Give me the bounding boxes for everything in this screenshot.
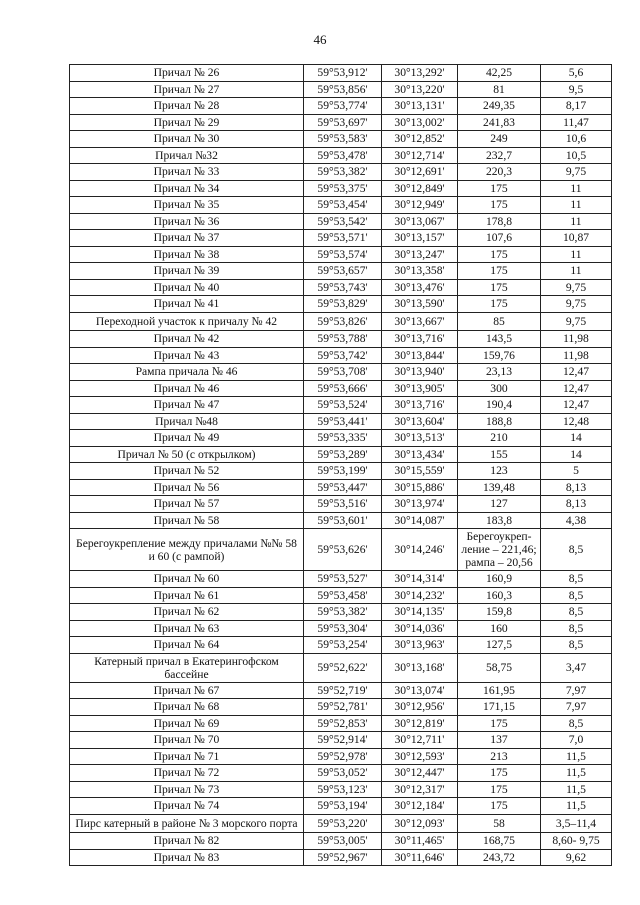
berth-name-cell: Причал № 50 (с открылком) [70,446,304,463]
length-cell: 143,5 [458,331,541,348]
table-row [70,397,612,414]
longitude-cell: 30°12,184' [382,798,458,815]
depth-cell: 11,5 [541,781,612,798]
longitude-cell: 30°13,940' [382,364,458,381]
length-cell: 210 [458,430,541,447]
length-cell: 175 [458,781,541,798]
latitude-cell: 59°53,375' [304,180,382,197]
longitude-cell: 30°13,667' [382,312,458,331]
latitude-cell: 59°53,574' [304,246,382,263]
berth-name-cell: Причал № 34 [70,180,304,197]
table-row [70,81,612,98]
depth-cell: 11,5 [541,765,612,782]
berth-name-cell: Причал № 40 [70,279,304,296]
table-row [70,620,612,637]
latitude-cell: 59°53,478' [304,147,382,164]
longitude-cell: 30°13,247' [382,246,458,263]
depth-cell: 12,47 [541,364,612,381]
table-row [70,413,612,430]
length-cell: 85 [458,312,541,331]
table-row [70,496,612,513]
table-row [70,814,612,833]
latitude-cell: 59°53,697' [304,114,382,131]
latitude-cell: 59°53,788' [304,331,382,348]
berth-name-cell: Причал № 37 [70,230,304,247]
length-cell: 232,7 [458,147,541,164]
depth-cell: 12,47 [541,380,612,397]
longitude-cell: 30°12,819' [382,715,458,732]
berth-name-cell: Причал № 60 [70,571,304,588]
longitude-cell: 30°13,716' [382,397,458,414]
longitude-cell: 30°12,949' [382,197,458,214]
longitude-cell: 30°13,905' [382,380,458,397]
table-row [70,180,612,197]
berth-name-cell: Причал № 42 [70,331,304,348]
latitude-cell: 59°53,856' [304,81,382,98]
berth-name-cell: Причал № 26 [70,65,304,82]
depth-cell: 8,17 [541,98,612,115]
depth-cell: 12,48 [541,413,612,430]
berths-table [69,64,612,866]
table-row [70,587,612,604]
berth-name-cell: Причал № 63 [70,620,304,637]
depth-cell: 9,75 [541,296,612,313]
latitude-cell: 59°53,666' [304,380,382,397]
berth-name-cell: Причал № 83 [70,849,304,866]
berth-name-cell: Причал № 61 [70,587,304,604]
length-cell: 159,76 [458,347,541,364]
depth-cell: 8,60- 9,75 [541,833,612,850]
depth-cell: 11,98 [541,331,612,348]
berth-name-cell: Причал № 57 [70,496,304,513]
berth-name-cell: Причал № 29 [70,114,304,131]
table-row [70,331,612,348]
depth-cell: 3,47 [541,653,612,682]
table-row [70,446,612,463]
longitude-cell: 30°14,135' [382,604,458,621]
berth-name-cell: Причал № 41 [70,296,304,313]
table-row [70,430,612,447]
table-row [70,347,612,364]
length-cell: 168,75 [458,833,541,850]
latitude-cell: 59°53,524' [304,397,382,414]
table-row [70,98,612,115]
latitude-cell: 59°52,719' [304,682,382,699]
depth-cell: 5,6 [541,65,612,82]
depth-cell: 11 [541,263,612,280]
latitude-cell: 59°53,194' [304,798,382,815]
longitude-cell: 30°13,131' [382,98,458,115]
length-cell: 175 [458,715,541,732]
longitude-cell: 30°13,963' [382,637,458,654]
longitude-cell: 30°12,849' [382,180,458,197]
length-cell: 188,8 [458,413,541,430]
depth-cell: 9,75 [541,164,612,181]
table-row [70,463,612,480]
depth-cell: 8,5 [541,571,612,588]
berth-name-cell: Причал № 47 [70,397,304,414]
table-row [70,732,612,749]
table-row [70,798,612,815]
berth-name-cell: Причал № 69 [70,715,304,732]
length-cell: 127,5 [458,637,541,654]
length-cell: 249,35 [458,98,541,115]
depth-cell: 9,75 [541,279,612,296]
longitude-cell: 30°13,067' [382,213,458,230]
longitude-cell: 30°13,590' [382,296,458,313]
length-cell: 160,9 [458,571,541,588]
longitude-cell: 30°13,604' [382,413,458,430]
latitude-cell: 59°53,289' [304,446,382,463]
table-row [70,230,612,247]
length-cell: 175 [458,279,541,296]
latitude-cell: 59°53,447' [304,479,382,496]
length-cell: 127 [458,496,541,513]
latitude-cell: 59°53,626' [304,529,382,571]
berth-name-cell: Причал № 35 [70,197,304,214]
latitude-cell: 59°53,542' [304,213,382,230]
berth-name-cell: Причал № 52 [70,463,304,480]
depth-cell: 10,6 [541,131,612,148]
table-row [70,380,612,397]
length-cell: 81 [458,81,541,98]
depth-cell: 11 [541,197,612,214]
depth-cell: 8,5 [541,587,612,604]
length-cell: 220,3 [458,164,541,181]
latitude-cell: 59°53,657' [304,263,382,280]
latitude-cell: 59°52,622' [304,653,382,682]
longitude-cell: 30°12,714' [382,147,458,164]
table-row [70,279,612,296]
table-row [70,65,612,82]
length-cell: 139,48 [458,479,541,496]
depth-cell: 11 [541,246,612,263]
table-row [70,246,612,263]
berth-name-cell: Причал № 82 [70,833,304,850]
depth-cell: 7,0 [541,732,612,749]
latitude-cell: 59°53,382' [304,604,382,621]
depth-cell: 8,5 [541,715,612,732]
length-cell: 137 [458,732,541,749]
length-cell: 300 [458,380,541,397]
longitude-cell: 30°13,002' [382,114,458,131]
table-row [70,479,612,496]
latitude-cell: 59°53,441' [304,413,382,430]
table-row [70,833,612,850]
berth-name-cell: Причал № 28 [70,98,304,115]
longitude-cell: 30°13,434' [382,446,458,463]
page-number: 46 [313,32,327,47]
depth-cell: 11 [541,213,612,230]
length-cell: Берегоукреп-ление – 221,46; рампа – 20,56 [458,529,541,571]
table-row [70,147,612,164]
table-row [70,699,612,716]
latitude-cell: 59°53,583' [304,131,382,148]
longitude-cell: 30°13,513' [382,430,458,447]
berth-name-cell: Причал № 49 [70,430,304,447]
length-cell: 175 [458,798,541,815]
berth-name-cell: Причал №48 [70,413,304,430]
longitude-cell: 30°12,447' [382,765,458,782]
longitude-cell: 30°12,691' [382,164,458,181]
length-cell: 190,4 [458,397,541,414]
berth-name-cell: Причал № 58 [70,512,304,529]
length-cell: 107,6 [458,230,541,247]
latitude-cell: 59°53,826' [304,312,382,331]
latitude-cell: 59°53,743' [304,279,382,296]
longitude-cell: 30°13,844' [382,347,458,364]
table-row [70,715,612,732]
length-cell: 160,3 [458,587,541,604]
length-cell: 175 [458,765,541,782]
latitude-cell: 59°53,005' [304,833,382,850]
berth-name-cell: Причал № 70 [70,732,304,749]
longitude-cell: 30°13,168' [382,653,458,682]
berth-name-cell: Причал № 39 [70,263,304,280]
depth-cell: 10,87 [541,230,612,247]
longitude-cell: 30°13,157' [382,230,458,247]
table-row [70,164,612,181]
depth-cell: 8,13 [541,479,612,496]
table-row [70,653,612,682]
length-cell: 243,72 [458,849,541,866]
berth-name-cell: Катерный причал в Екатерингофском бассейне [70,653,304,682]
longitude-cell: 30°13,716' [382,331,458,348]
longitude-cell: 30°13,220' [382,81,458,98]
length-cell: 183,8 [458,512,541,529]
length-cell: 241,83 [458,114,541,131]
longitude-cell: 30°13,292' [382,65,458,82]
longitude-cell: 30°13,974' [382,496,458,513]
longitude-cell: 30°14,314' [382,571,458,588]
table-row [70,364,612,381]
depth-cell: 9,75 [541,312,612,331]
berth-name-cell: Причал № 43 [70,347,304,364]
berth-name-cell: Причал № 71 [70,748,304,765]
latitude-cell: 59°52,914' [304,732,382,749]
depth-cell: 9,5 [541,81,612,98]
berth-name-cell: Причал № 64 [70,637,304,654]
latitude-cell: 59°53,527' [304,571,382,588]
latitude-cell: 59°53,458' [304,587,382,604]
berth-name-cell: Причал № 56 [70,479,304,496]
longitude-cell: 30°14,246' [382,529,458,571]
longitude-cell: 30°14,036' [382,620,458,637]
length-cell: 161,95 [458,682,541,699]
longitude-cell: 30°15,886' [382,479,458,496]
berth-name-cell: Причал № 62 [70,604,304,621]
depth-cell: 8,5 [541,529,612,571]
table-row [70,781,612,798]
latitude-cell: 59°53,052' [304,765,382,782]
table-row [70,604,612,621]
latitude-cell: 59°53,382' [304,164,382,181]
table-row [70,748,612,765]
depth-cell: 12,47 [541,397,612,414]
latitude-cell: 59°52,967' [304,849,382,866]
berth-name-cell: Пирс катерный в районе № 3 морского порта [70,814,304,833]
longitude-cell: 30°14,232' [382,587,458,604]
depth-cell: 11 [541,180,612,197]
berths-table-body [70,65,612,866]
length-cell: 175 [458,263,541,280]
depth-cell: 8,5 [541,637,612,654]
latitude-cell: 59°53,742' [304,347,382,364]
berth-name-cell: Причал № 68 [70,699,304,716]
depth-cell: 11,47 [541,114,612,131]
length-cell: 23,13 [458,364,541,381]
table-row [70,296,612,313]
length-cell: 171,15 [458,699,541,716]
depth-cell: 4,38 [541,512,612,529]
length-cell: 178,8 [458,213,541,230]
longitude-cell: 30°14,087' [382,512,458,529]
latitude-cell: 59°53,774' [304,98,382,115]
longitude-cell: 30°12,093' [382,814,458,833]
length-cell: 160 [458,620,541,637]
depth-cell: 3,5–11,4 [541,814,612,833]
depth-cell: 8,13 [541,496,612,513]
length-cell: 155 [458,446,541,463]
length-cell: 159,8 [458,604,541,621]
berth-name-cell: Причал № 73 [70,781,304,798]
latitude-cell: 59°53,912' [304,65,382,82]
depth-cell: 14 [541,430,612,447]
length-cell: 249 [458,131,541,148]
length-cell: 42,25 [458,65,541,82]
berth-name-cell: Причал № 27 [70,81,304,98]
depth-cell: 11,98 [541,347,612,364]
depth-cell: 8,5 [541,620,612,637]
depth-cell: 11,5 [541,748,612,765]
table-row [70,529,612,571]
berth-name-cell: Причал № 33 [70,164,304,181]
table-row [70,213,612,230]
latitude-cell: 59°53,571' [304,230,382,247]
table-row [70,571,612,588]
depth-cell: 7,97 [541,699,612,716]
latitude-cell: 59°52,978' [304,748,382,765]
latitude-cell: 59°52,853' [304,715,382,732]
latitude-cell: 59°53,220' [304,814,382,833]
depth-cell: 9,62 [541,849,612,866]
berth-name-cell: Причал № 67 [70,682,304,699]
table-row [70,637,612,654]
depth-cell: 5 [541,463,612,480]
depth-cell: 11,5 [541,798,612,815]
berth-name-cell: Причал №32 [70,147,304,164]
table-row [70,114,612,131]
depth-cell: 7,97 [541,682,612,699]
length-cell: 175 [458,180,541,197]
depth-cell: 8,5 [541,604,612,621]
berth-name-cell: Переходной участок к причалу № 42 [70,312,304,331]
latitude-cell: 59°53,516' [304,496,382,513]
latitude-cell: 59°53,601' [304,512,382,529]
latitude-cell: 59°53,123' [304,781,382,798]
table-row [70,197,612,214]
length-cell: 58 [458,814,541,833]
longitude-cell: 30°11,465' [382,833,458,850]
berth-name-cell: Причал № 46 [70,380,304,397]
longitude-cell: 30°13,358' [382,263,458,280]
table-row [70,682,612,699]
longitude-cell: 30°13,476' [382,279,458,296]
latitude-cell: 59°53,708' [304,364,382,381]
table-row [70,849,612,866]
longitude-cell: 30°15,559' [382,463,458,480]
table-row [70,765,612,782]
berth-name-cell: Причал № 30 [70,131,304,148]
latitude-cell: 59°53,254' [304,637,382,654]
berth-name-cell: Причал № 74 [70,798,304,815]
longitude-cell: 30°11,646' [382,849,458,866]
berth-name-cell: Причал № 38 [70,246,304,263]
table-row [70,131,612,148]
berth-name-cell: Рампа причала № 46 [70,364,304,381]
latitude-cell: 59°53,454' [304,197,382,214]
longitude-cell: 30°13,074' [382,682,458,699]
longitude-cell: 30°12,317' [382,781,458,798]
length-cell: 213 [458,748,541,765]
berth-name-cell: Берегоукрепление между причалами №№ 58 и 60 (с рампой) [70,529,304,571]
longitude-cell: 30°12,711' [382,732,458,749]
longitude-cell: 30°12,956' [382,699,458,716]
latitude-cell: 59°53,304' [304,620,382,637]
longitude-cell: 30°12,852' [382,131,458,148]
length-cell: 58,75 [458,653,541,682]
latitude-cell: 59°53,199' [304,463,382,480]
table-row [70,312,612,331]
length-cell: 175 [458,296,541,313]
length-cell: 175 [458,197,541,214]
latitude-cell: 59°52,781' [304,699,382,716]
length-cell: 175 [458,246,541,263]
depth-cell: 14 [541,446,612,463]
berth-name-cell: Причал № 36 [70,213,304,230]
berth-name-cell: Причал № 72 [70,765,304,782]
length-cell: 123 [458,463,541,480]
longitude-cell: 30°12,593' [382,748,458,765]
latitude-cell: 59°53,829' [304,296,382,313]
depth-cell: 10,5 [541,147,612,164]
table-row [70,512,612,529]
table-row [70,263,612,280]
latitude-cell: 59°53,335' [304,430,382,447]
